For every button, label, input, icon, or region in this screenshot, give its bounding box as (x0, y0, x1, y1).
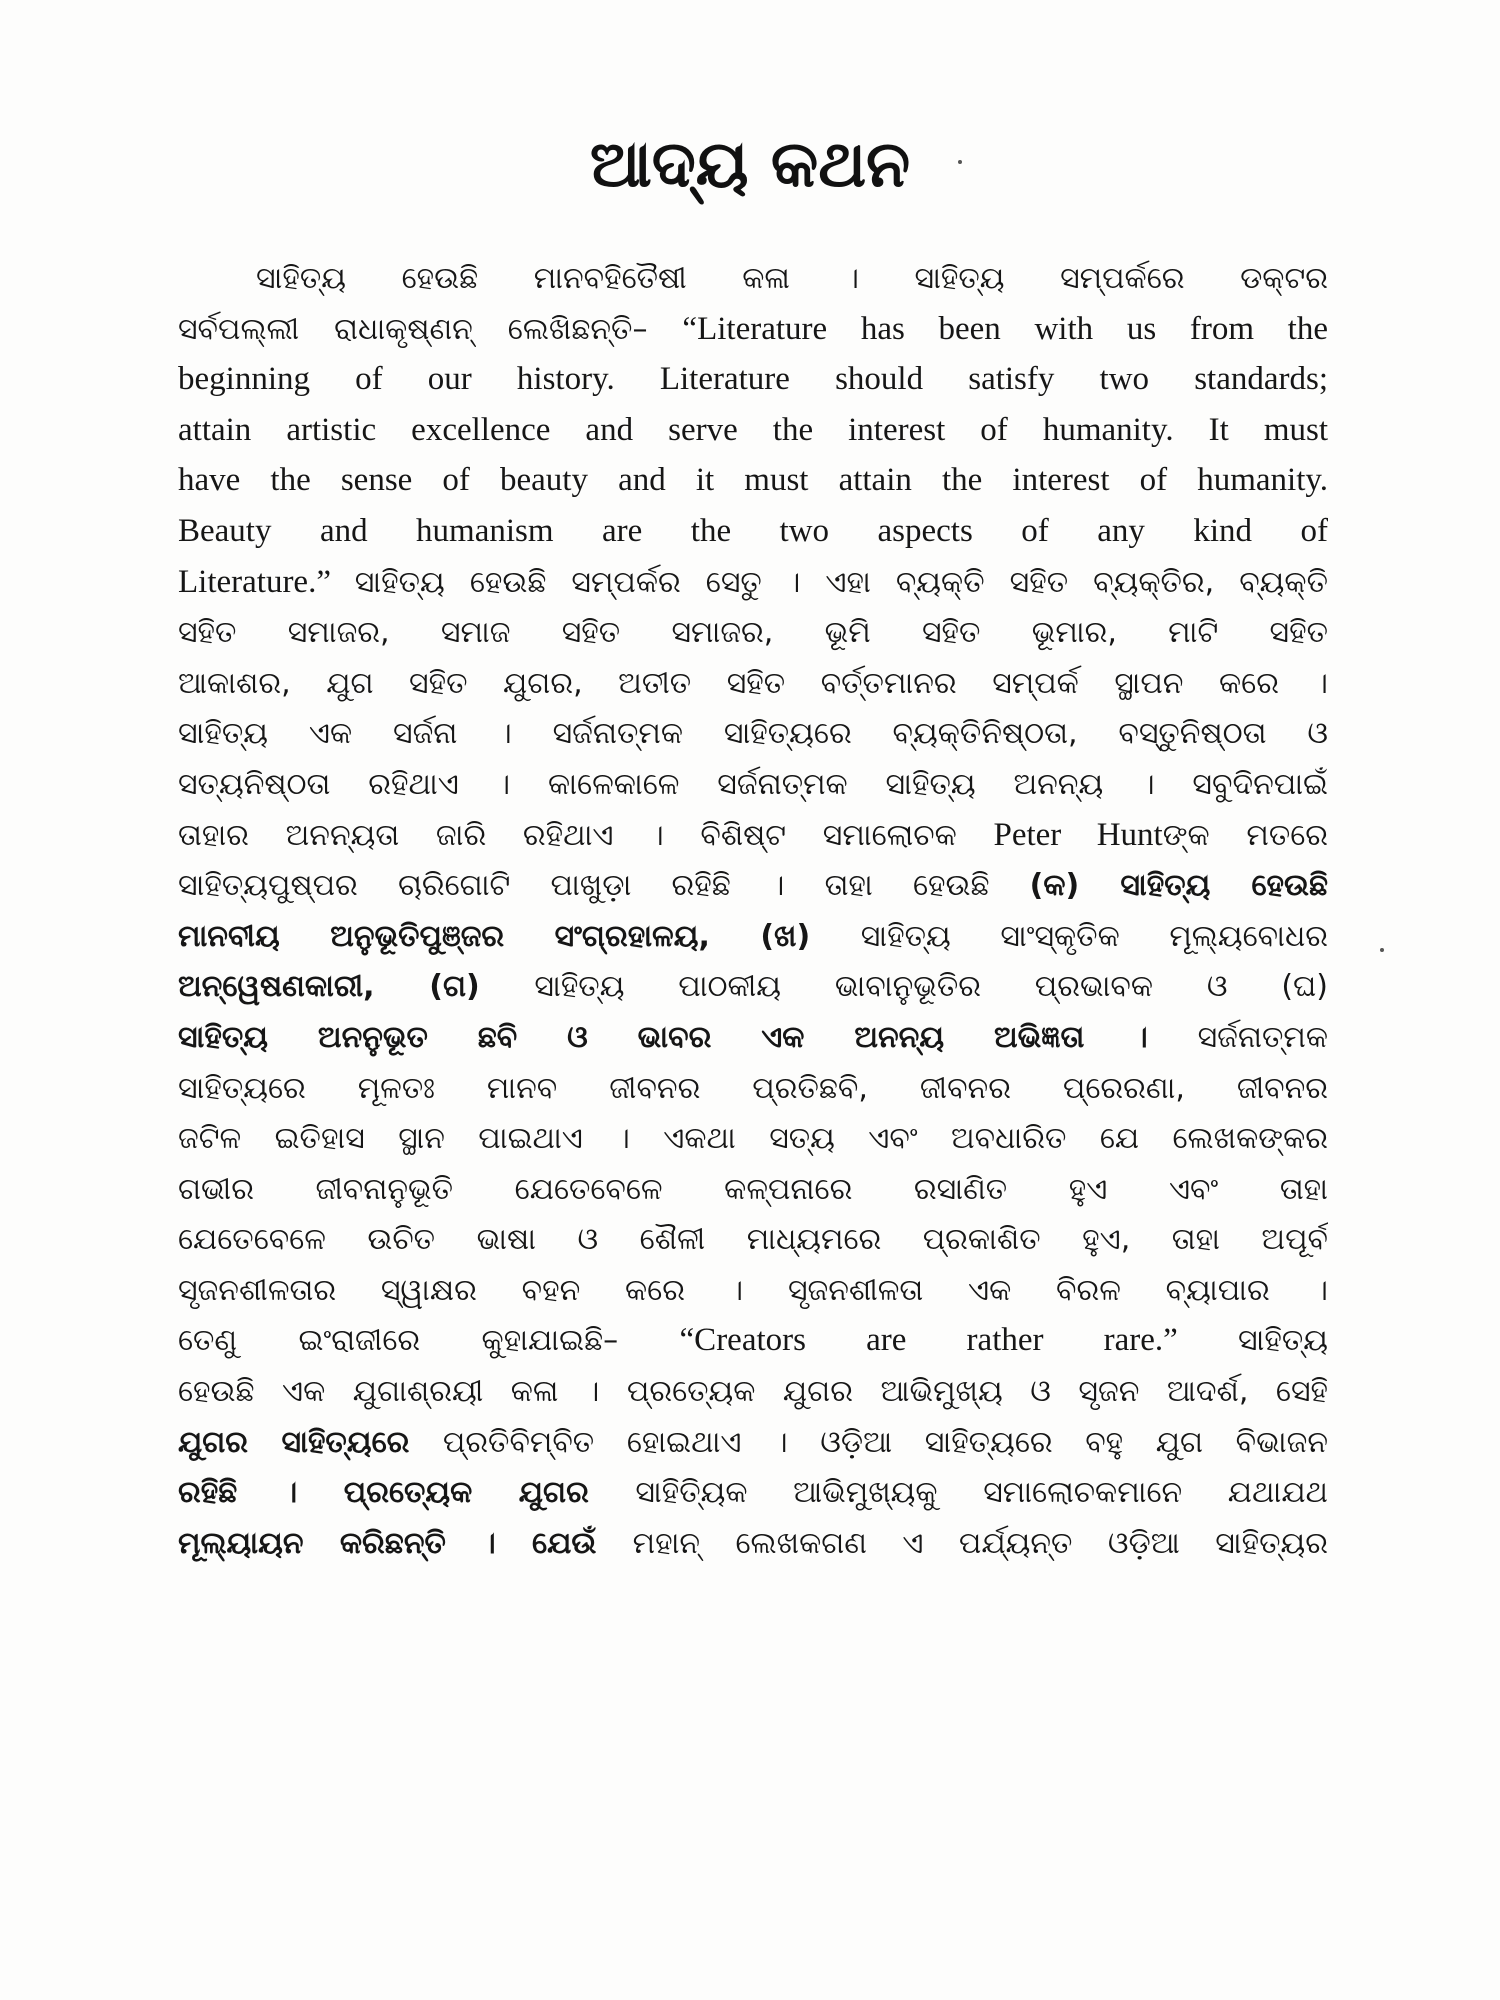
text-segment: “Creators are rather rare.” (679, 1322, 1238, 1359)
text-segment: Literature.” (178, 563, 355, 600)
text-line (178, 707, 1328, 758)
text-segment: ଙ୍କ ମତରେ (1162, 817, 1328, 853)
text-segment: ସାହିତ୍ୟ ସାଂସ୍କୃତିକ ମୂଲ୍ୟବୋଧର (860, 918, 1328, 954)
text-segment: ଗଭୀର ଜୀବନାନୁଭୂତି ଯେତେବେଳେ କଳ୍ପନାରେ ରସାଣିତ ହୁଏ ଏବଂ ତାହା (178, 1171, 1328, 1207)
text-segment: ମାନବୀୟ ଅନୁଭୂତିପୁଞ୍ଜର ସଂଗ୍ରହାଳୟ, (ଖ) (178, 918, 861, 954)
text-segment: ସହିତ ସମାଜର, ସମାଜ ସହିତ ସମାଜର, ଭୂମି ସହିତ ଭୂମାର, ମାଟି ସହିତ (178, 615, 1328, 651)
text-line (178, 1416, 1328, 1467)
text-segment: ସାହିତ୍ୟ ହେଉଛି ସମ୍ପର୍କର ସେତୁ । ଏହା ବ୍ୟକ୍ତି ସହିତ ବ୍ୟକ୍ତିର, ବ୍ୟକ୍ତି (354, 564, 1328, 600)
text-line (178, 303, 1328, 354)
text-segment: attain artistic excellence and serve the interest of humanity. It must (178, 411, 1328, 448)
text-segment: ଜଟିଳ ଇତିହାସ ସ୍ଥାନ ପାଇଥାଏ । ଏକଥା ସତ୍ୟ ଏବଂ ଅବଧାରିତ ଯେ ଲେଖକଙ୍କର (178, 1121, 1328, 1157)
text-segment: ତେଣୁ ଇଂରାଜୀରେ କୁହାଯାଇଛି– (178, 1323, 680, 1359)
text-segment: have the sense of beauty and it must attain the interest of humanity. (178, 462, 1328, 499)
text-segment: ସାହିତ୍ୟ ଏକ ସର୍ଜନା । ସର୍ଜନାତ୍ମକ ସାହିତ୍ୟରେ ବ୍ୟକ୍ତିନିଷ୍ଠତା, ବସ୍ତୁନିଷ୍ଠତା ଓ (178, 716, 1328, 752)
text-line (178, 960, 1328, 1011)
scan-speck (1380, 948, 1384, 952)
text-segment: ସାହିତ୍ୟ ପାଠକୀୟ ଭାବାନୁଭୂତିର ପ୍ରଭାବକ ଓ (ଘ) (534, 969, 1328, 1005)
text-segment: ଯେତେବେଳେ ଉଚିତ ଭାଷା ଓ ଶୈଳୀ ମାଧ୍ୟମରେ ପ୍ରକାଶିତ ହୁଏ, ତାହା ଅପୂର୍ବ (178, 1222, 1328, 1258)
text-line (178, 809, 1328, 860)
text-segment: Peter Hunt (993, 816, 1163, 853)
body-text (178, 252, 1328, 1567)
text-segment: ରହିଛି । ପ୍ରତ୍ୟେକ ଯୁଗର (178, 1475, 636, 1511)
text-line (178, 1314, 1328, 1365)
text-line (178, 1466, 1328, 1517)
text-segment: ମୂଲ୍ୟାୟନ କରିଛନ୍ତି । ଯେଉଁ (178, 1525, 633, 1561)
text-line (178, 1517, 1328, 1568)
text-segment: ସାହିତ୍ୟ (1237, 1323, 1328, 1359)
text-line (178, 657, 1328, 708)
scan-speck (958, 160, 962, 164)
text-segment: ଯୁଗର ସାହିତ୍ୟରେ (178, 1424, 443, 1460)
text-segment: ସାହିତ୍ୟ ହେଉଛି ମାନବହିତୈଷୀ କଳା । ସାହିତ୍ୟ ସମ୍ପର୍କରେ ଡକ୍ଟର (256, 261, 1328, 296)
text-line (178, 404, 1328, 455)
text-line (178, 606, 1328, 657)
text-segment: ମହାନ୍ ଲେଖକଗଣ ଏ ପର୍ଯ୍ୟନ୍ତ ଓଡ଼ିଆ ସାହିତ୍ୟର (632, 1525, 1328, 1561)
text-segment: ସର୍ବପଲ୍ଲୀ ରାଧାକୃଷ୍ଣନ୍ ଲେଖିଛନ୍ତି– (178, 311, 683, 347)
text-segment: beginning of our history. Literature should satisfy two standards; (178, 361, 1328, 398)
text-segment: ସାହିତ୍ୟିକ ଆଭିମୁଖ୍ୟକୁ ସମାଲୋଚକମାନେ ଯଥାଯଥ (635, 1475, 1328, 1511)
text-line (178, 758, 1328, 809)
text-line (178, 556, 1328, 607)
text-line (178, 454, 1328, 505)
text-line (178, 252, 1328, 303)
text-segment: ସାହିତ୍ୟରେ ମୂଳତଃ ମାନବ ଜୀବନର ପ୍ରତିଛବି, ଜୀବନର ପ୍ରେରଣା, ଜୀବନର (178, 1070, 1328, 1106)
text-segment: ଅନ୍ୱେଷଣକାରୀ, (ଗ) (178, 969, 535, 1005)
page-title: ଆଦ୍ୟ କଥନ (589, 128, 911, 202)
text-line (178, 505, 1328, 556)
text-line (178, 859, 1328, 910)
text-line (178, 1112, 1328, 1163)
text-segment: ଆକାଶର, ଯୁଗ ସହିତ ଯୁଗର, ଅତୀତ ସହିତ ବର୍ତ୍ତମାନର ସମ୍ପର୍କ ସ୍ଥାପନ କରେ । (178, 665, 1328, 701)
text-line (178, 1011, 1328, 1062)
text-segment: “Literature has been with us from the (682, 310, 1328, 347)
text-segment: ସାହିତ୍ୟପୁଷ୍ପର ଚାରିଗୋଟି ପାଖୁଡ଼ା ରହିଛି । ତାହା ହେଉଛି (178, 868, 1030, 904)
text-line (178, 1365, 1328, 1416)
text-segment: ହେଉଛି ଏକ ଯୁଗାଶ୍ରୟୀ କଳା । ପ୍ରତ୍ୟେକ ଯୁଗର ଆଭିମୁଖ୍ୟ ଓ ସୃଜନ ଆଦର୍ଶ, ସେହି (178, 1374, 1328, 1410)
text-line (178, 1062, 1328, 1113)
text-segment: Beauty and humanism are the two aspects of any kind of (178, 512, 1328, 549)
text-segment: ସତ୍ୟନିଷ୍ଠତା ରହିଥାଏ । କାଳେକାଳେ ସର୍ଜନାତ୍ମକ ସାହିତ୍ୟ ଅନନ୍ୟ । ସବୁଦିନପାଇଁ (178, 766, 1328, 802)
text-segment: ସୃଜନଶୀଳତାର ସ୍ୱାକ୍ଷର ବହନ କରେ । ସୃଜନଶୀଳତା ଏକ ବିରଳ ବ୍ୟାପାର । (178, 1272, 1328, 1308)
text-line (178, 1213, 1328, 1264)
text-segment: ସାହିତ୍ୟ ଅନନୁଭୂତ ଛବି ଓ ଭାବର ଏକ ଅନନ୍ୟ ଅଭିଜ୍ଞତା । (178, 1019, 1198, 1055)
text-line (178, 910, 1328, 961)
text-line (178, 353, 1328, 404)
text-segment: ତାହାର ଅନନ୍ୟତା ଜାରି ରହିଥାଏ । ବିଶିଷ୍ଟ ସମାଲୋଚକ (178, 817, 994, 853)
text-segment: ପ୍ରତିବିମ୍ବିତ ହୋଇଥାଏ । ଓଡ଼ିଆ ସାହିତ୍ୟରେ ବହୁ ଯୁଗ ବିଭାଜନ (442, 1424, 1328, 1460)
text-line (178, 1264, 1328, 1315)
text-segment: ସର୍ଜନାତ୍ମକ (1197, 1019, 1328, 1055)
text-line (178, 1163, 1328, 1214)
text-segment: (କ) ସାହିତ୍ୟ ହେଉଛି (1029, 868, 1328, 904)
